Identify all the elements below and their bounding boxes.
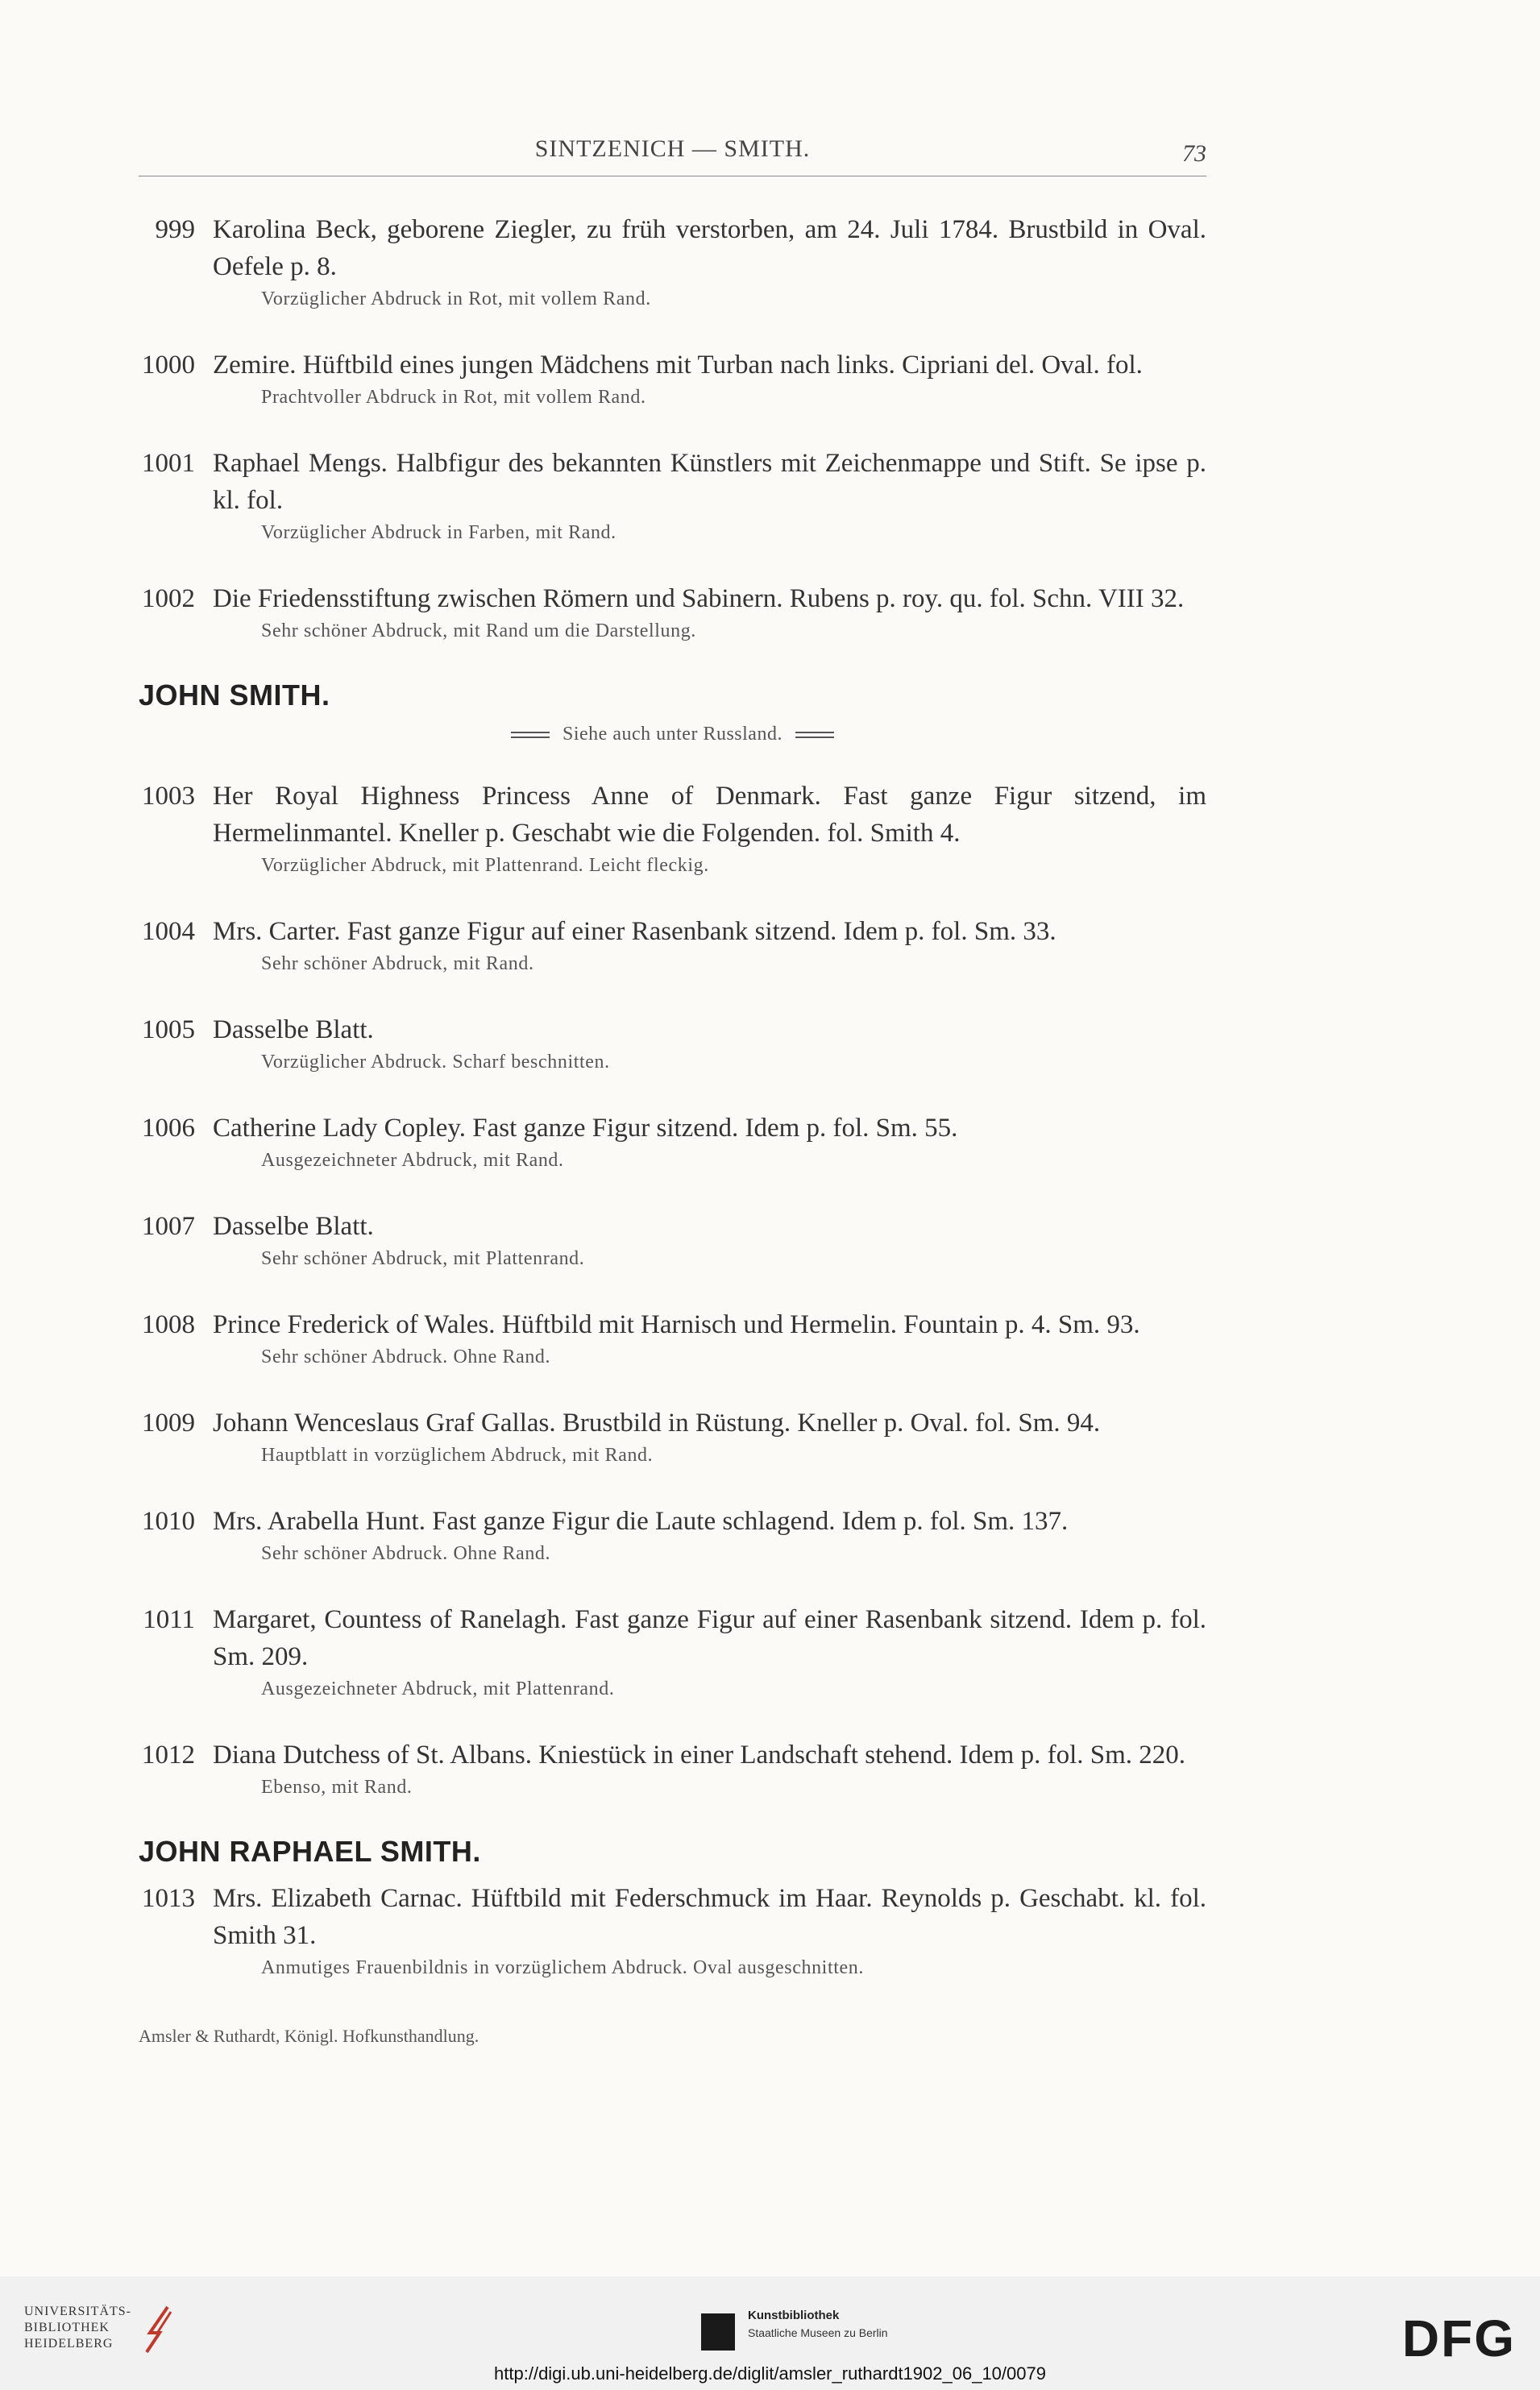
catalog-entry [139, 1011, 1206, 1076]
see-also-note [139, 724, 1206, 745]
entry-condition-note: Ebenso, mit Rand. [261, 1777, 413, 1798]
entry-number: 1003 [142, 782, 195, 811]
double-rule-right [795, 732, 834, 738]
entry-number: 1001 [142, 449, 195, 478]
entry-description: Margaret, Countess of Ranelagh. Fast ganze Figur auf einer Rasenbank sitzend. Idem p. fol. Sm. 209. [213, 1605, 1206, 1671]
entry-condition-note: Sehr schöner Abdruck, mit Rand um die Darstellung. [261, 620, 696, 641]
entry-description: Johann Wenceslaus Graf Gallas. Brustbild in Rüstung. Kneller p. Oval. fol. Sm. 94. [213, 1409, 1101, 1438]
running-title: SINTZENICH — SMITH. [534, 135, 811, 162]
entry-description: Die Friedensstiftung zwischen Römern und Sabinern. Rubens p. roy. qu. fol. Schn. VIII 32. [213, 584, 1185, 613]
entry-number: 1008 [142, 1310, 195, 1339]
page-number: 73 [1182, 140, 1206, 167]
entry-condition-note: Vorzüglicher Abdruck, mit Plattenrand. Leicht fleckig. [261, 855, 709, 876]
entry-condition-note: Ausgezeichneter Abdruck, mit Plattenrand. [261, 1678, 615, 1699]
catalog-entry [139, 913, 1206, 977]
digitization-bar [0, 2276, 1540, 2390]
section-title-john-smith: JOHN SMITH. [139, 678, 330, 712]
entry-description: Mrs. Elizabeth Carnac. Hüftbild mit Federschmuck im Haar. Reynolds p. Geschabt. kl. fol. Smith 31. [213, 1884, 1206, 1950]
entry-number: 1004 [142, 917, 195, 946]
catalog-entry [139, 1880, 1206, 1981]
catalog-entry [139, 1736, 1206, 1801]
entry-condition-note: Vorzüglicher Abdruck in Farben, mit Rand. [261, 522, 616, 543]
entry-description: Prince Frederick of Wales. Hüftbild mit Harnisch und Hermelin. Fountain p. 4. Sm. 93. [213, 1310, 1140, 1339]
entry-condition-note: Hauptblatt in vorzüglichem Abdruck, mit Rand. [261, 1445, 654, 1466]
catalog-body [139, 211, 1206, 2015]
entry-description: Dasselbe Blatt. [213, 1212, 374, 1241]
dfg-logo[interactable]: DFG [1401, 2309, 1516, 2367]
entry-number: 1009 [142, 1409, 195, 1438]
entry-condition-note: Vorzüglicher Abdruck in Rot, mit vollem Rand. [261, 288, 651, 309]
entry-description: Raphael Mengs. Halbfigur des bekannten Künstlers mit Zeichenmappe und Stift. Se ipse p. kl. fol. [213, 449, 1206, 515]
double-rule-left [511, 732, 550, 738]
entry-condition-note: Vorzüglicher Abdruck. Scharf beschnitten. [261, 1052, 610, 1073]
catalog-entry [139, 211, 1206, 313]
entry-condition-note: Sehr schöner Abdruck. Ohne Rand. [261, 1346, 551, 1367]
entry-condition-note: Sehr schöner Abdruck, mit Plattenrand. [261, 1248, 585, 1269]
entry-number: 1002 [142, 584, 195, 613]
entries-john-raphael-smith [139, 1880, 1206, 1981]
entry-description: Dasselbe Blatt. [213, 1015, 374, 1044]
entry-description: Mrs. Carter. Fast ganze Figur auf einer Rasenbank sitzend. Idem p. fol. Sm. 33. [213, 917, 1056, 946]
kunstbibliothek-logo-icon [701, 2313, 735, 2351]
catalog-entry [139, 1503, 1206, 1567]
entry-condition-note: Sehr schöner Abdruck, mit Rand. [261, 953, 534, 974]
entry-number: 1010 [142, 1507, 195, 1536]
entry-description: Mrs. Arabella Hunt. Fast ganze Figur die Laute schlagend. Idem p. fol. Sm. 137. [213, 1507, 1069, 1536]
catalog-entry [139, 1306, 1206, 1371]
entry-number: 1005 [142, 1015, 195, 1044]
entry-description: Zemire. Hüftbild eines jungen Mädchens mit Turban nach links. Cipriani del. Oval. fol. [213, 351, 1143, 380]
section-title-john-raphael-smith: JOHN RAPHAEL SMITH. [139, 1835, 481, 1868]
catalog-entry [139, 1110, 1206, 1174]
entry-condition-note: Ausgezeichneter Abdruck, mit Rand. [261, 1150, 564, 1171]
kunstbibliothek-subtitle: Staatliche Museen zu Berlin [748, 2326, 888, 2339]
catalog-entry [139, 580, 1206, 645]
entries-john-smith [139, 778, 1206, 1801]
publisher-footer: Amsler & Ruthardt, Königl. Hofkunsthandlung. [139, 2026, 479, 2046]
entry-number: 1006 [142, 1114, 195, 1143]
catalog-entry [139, 346, 1206, 411]
source-url[interactable]: http://digi.ub.uni-heidelberg.de/diglit/amsler_ruthardt1902_06_10/0079 [494, 2363, 1046, 2384]
catalog-entry [139, 1208, 1206, 1272]
page-header [139, 135, 1206, 176]
catalog-entry [139, 1405, 1206, 1469]
see-also-text: Siehe auch unter Russland. [562, 724, 782, 745]
entries-sintzenich [139, 211, 1206, 645]
entry-number: 999 [155, 215, 195, 244]
entry-number: 1007 [142, 1212, 195, 1241]
entry-description: Catherine Lady Copley. Fast ganze Figur sitzend. Idem p. fol. Sm. 55. [213, 1114, 958, 1143]
entry-condition-note: Prachtvoller Abdruck in Rot, mit vollem Rand. [261, 387, 646, 408]
entry-number: 1013 [142, 1884, 195, 1913]
entry-description: Her Royal Highness Princess Anne of Denmark. Fast ganze Figur sitzend, im Hermelinmantel. Kneller p. Geschabt wie die Folgenden. fol. Smith 4. [213, 782, 1206, 848]
entry-number: 1000 [142, 351, 195, 380]
catalog-entry [139, 445, 1206, 546]
entry-description: Karolina Beck, geborene Ziegler, zu früh verstorben, am 24. Juli 1784. Brustbild in Oval. Oefele p. 8. [213, 215, 1206, 281]
uni-heidelberg-logo-icon[interactable] [135, 2301, 184, 2357]
catalog-entry [139, 778, 1206, 879]
entry-condition-note: Anmutiges Frauenbildnis in vorzüglichem Abdruck. Oval ausgeschnitten. [261, 1957, 864, 1978]
kunstbibliothek-title: Kunstbibliothek [748, 2309, 840, 2322]
catalog-entry [139, 1601, 1206, 1703]
entry-condition-note: Sehr schöner Abdruck. Ohne Rand. [261, 1543, 551, 1564]
entry-number: 1011 [143, 1605, 195, 1634]
uni-heidelberg-logo-text[interactable]: UNIVERSITÄTS- BIBLIOTHEK HEIDELBERG [24, 2305, 131, 2351]
entry-description: Diana Dutchess of St. Albans. Kniestück in einer Landschaft stehend. Idem p. fol. Sm. 220. [213, 1741, 1186, 1770]
entry-number: 1012 [142, 1741, 195, 1770]
